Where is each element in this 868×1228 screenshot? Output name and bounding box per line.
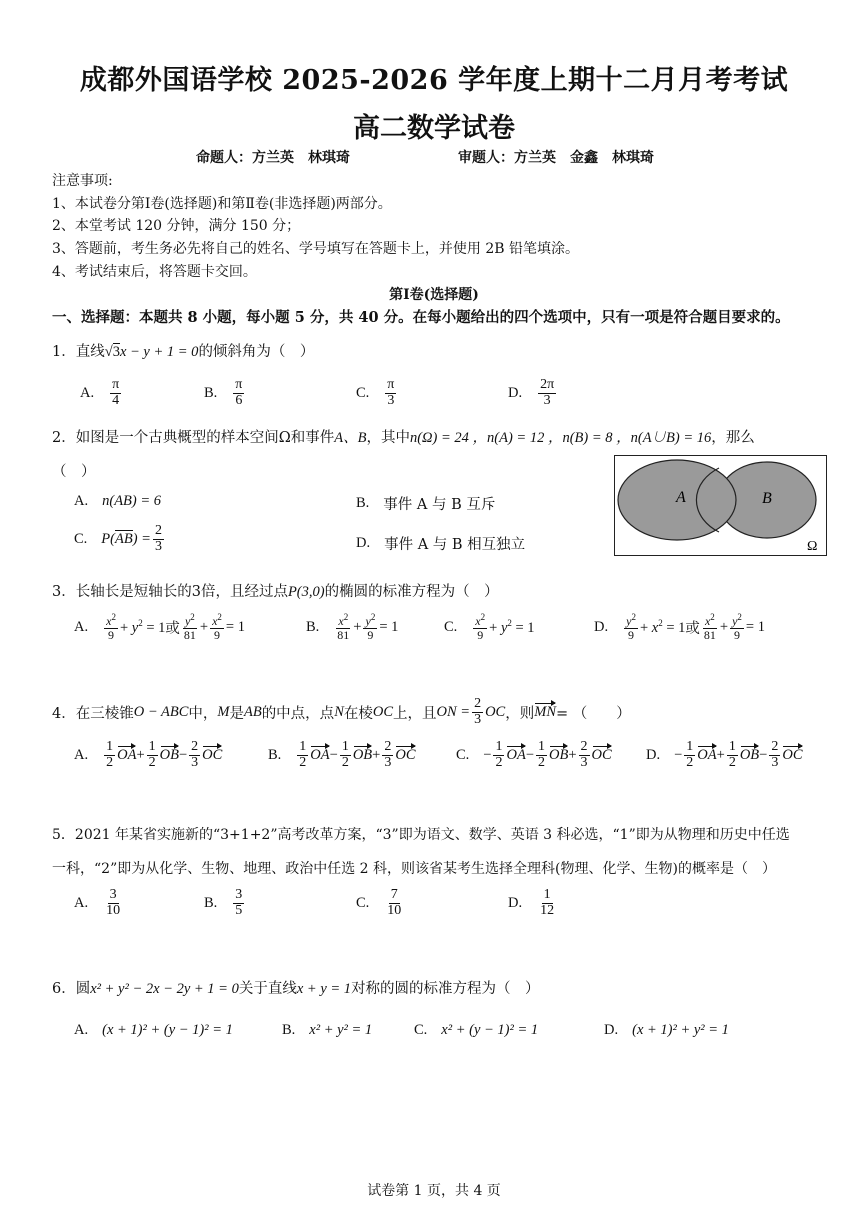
q6-option-a[interactable]: A. (x + 1)² + (y − 1)² = 1 — [74, 1022, 233, 1038]
event-b-label: B — [762, 490, 772, 507]
question-4-stem: 4．在三棱锥 O − ABC 中， M 是 AB 的中点，点 N 在棱 OC 上，且 ON = $\frac{2}{3}$ OC ，则 MN = （ ） — [52, 696, 631, 727]
q1-option-b[interactable]: B. $\frac{\pi}{6}$ — [204, 377, 243, 408]
note-item: 2、本堂考试 120 分钟，满分 150 分； — [52, 218, 301, 234]
reviewer-line: 审题人：方兰英 金鑫 林琪琦 — [458, 150, 654, 166]
q3-option-b[interactable]: B. $\frac{x^2}{81}$ + $\frac{y^2}{9}$ = 1 — [306, 612, 399, 642]
section-instructions: 一、选择题：本题共 8 小题，每小题 5 分，共 40 分。在每小题给出的四个选项中，只有一项是符合题目要求的。 — [52, 309, 790, 326]
q2-option-b[interactable]: B. 事件 A 与 B 互斥 — [356, 495, 496, 513]
q2-option-d[interactable]: D. 事件 A 与 B 相互独立 — [356, 535, 526, 553]
note-item: 4、考试结束后，将答题卡交回。 — [52, 264, 257, 280]
q4-option-c[interactable]: C. − $\frac{1}{2}$ OA − $\frac{1}{2}$ OB + $\frac{2}{3}$ OC — [456, 739, 612, 770]
question-1-stem: 1．直线√3x − y + 1 = 0的倾斜角为（ ） — [52, 344, 315, 360]
q3-option-d[interactable]: D. $\frac{y^2}{9}$ + $x^2 = 1$ 或 $\frac{x^2}{81}$ + $\frac{y^2}{9}$ = 1 — [594, 612, 765, 642]
q5-option-d[interactable]: D. $\frac{1}{12}$ — [508, 887, 555, 918]
question-2-stem: 2．如图是一个古典概型的样本空间Ω和事件A、B，其中n(Ω) = 24 ，n(A) = 12 ，n(B) = 8 ，n(A∪B) = 16，那么 — [52, 430, 755, 446]
notes-heading: 注意事项: — [52, 173, 113, 189]
q3-option-c[interactable]: C. $\frac{x^2}{9}$ + $y^2 = 1$ — [444, 612, 535, 642]
q4-option-b[interactable]: B. $\frac{1}{2}$ OA − $\frac{1}{2}$ OB + $\frac{2}{3}$ OC — [268, 739, 416, 770]
q3-option-a[interactable]: A. $\frac{x^2}{9}$ + $y^2 = 1$ 或 $\frac{y^2}{81}$ + $\frac{x^2}{9}$ = 1 — [74, 612, 245, 642]
q2-option-a[interactable]: A. n(AB) = 6 — [74, 493, 162, 509]
exam-subtitle: 高二数学试卷 — [353, 113, 515, 144]
question-5-line1: 5．2021 年某省实施新的“3+1+2”高考改革方案，“3”即为语文、数学、英语 3 科必选，“1”即为从物理和历史中任选 — [52, 827, 790, 843]
event-a-label: A — [676, 489, 686, 506]
q1-option-c[interactable]: C. $\frac{\pi}{3}$ — [356, 377, 395, 408]
q5-option-c[interactable]: C. $\frac{7}{10}$ — [356, 887, 402, 918]
question-6-stem: 6．圆x² + y² − 2x − 2y + 1 = 0关于直线x + y = 1对称的圆的标准方程为（ ） — [52, 981, 540, 997]
q6-option-d[interactable]: D. (x + 1)² + y² = 1 — [604, 1022, 729, 1038]
page-footer: 试卷第 1 页，共 4 页 — [367, 1183, 501, 1199]
section-title: 第Ⅰ卷(选择题) — [389, 287, 479, 303]
q4-option-d[interactable]: D. − $\frac{1}{2}$ OA + $\frac{1}{2}$ OB − $\frac{2}{3}$ OC — [646, 739, 803, 770]
note-item: 3、答题前，考生务必先将自己的姓名、学号填写在答题卡上，并使用 2B 铅笔填涂。 — [52, 241, 580, 257]
omega-label: Ω — [807, 539, 818, 554]
q5-option-a[interactable]: A. $\frac{3}{10}$ — [74, 887, 121, 918]
setter-line: 命题人：方兰英 林琪琦 — [196, 150, 350, 166]
question-3-stem: 3．长轴长是短轴长的3倍，且经过点P(3,0)的椭圆的标准方程为（ ） — [52, 584, 499, 600]
question-2-paren: （ ） — [52, 464, 96, 480]
q4-option-a[interactable]: A. $\frac{1}{2}$ OA + $\frac{1}{2}$ OB − $\frac{2}{3}$ OC — [74, 739, 223, 770]
q6-option-c[interactable]: C. x² + (y − 1)² = 1 — [414, 1022, 539, 1038]
question-5-line2: 一科，“2”即为从化学、生物、地理、政治中任选 2 科，则该省某考生选择全理科(物理、化学、生物)的概率是（ ） — [52, 861, 776, 877]
q5-option-b[interactable]: B. $\frac{3}{5}$ — [204, 887, 243, 918]
exam-title: 成都外国语学校 2025-2026 学年度上期十二月月考考试 — [79, 65, 789, 96]
q1-option-a[interactable]: A. $\frac{\pi}{4}$ — [80, 377, 120, 408]
note-item: 1、本试卷分第Ⅰ卷(选择题)和第Ⅱ卷(非选择题)两部分。 — [52, 196, 392, 212]
q2-option-c[interactable]: C. P( AB ) = $\frac{2}{3}$ — [74, 523, 162, 554]
q6-option-b[interactable]: B. x² + y² = 1 — [282, 1022, 373, 1038]
venn-diagram — [614, 455, 828, 557]
q1-option-d[interactable]: D. $\frac{2\pi}{3}$ — [508, 377, 555, 408]
